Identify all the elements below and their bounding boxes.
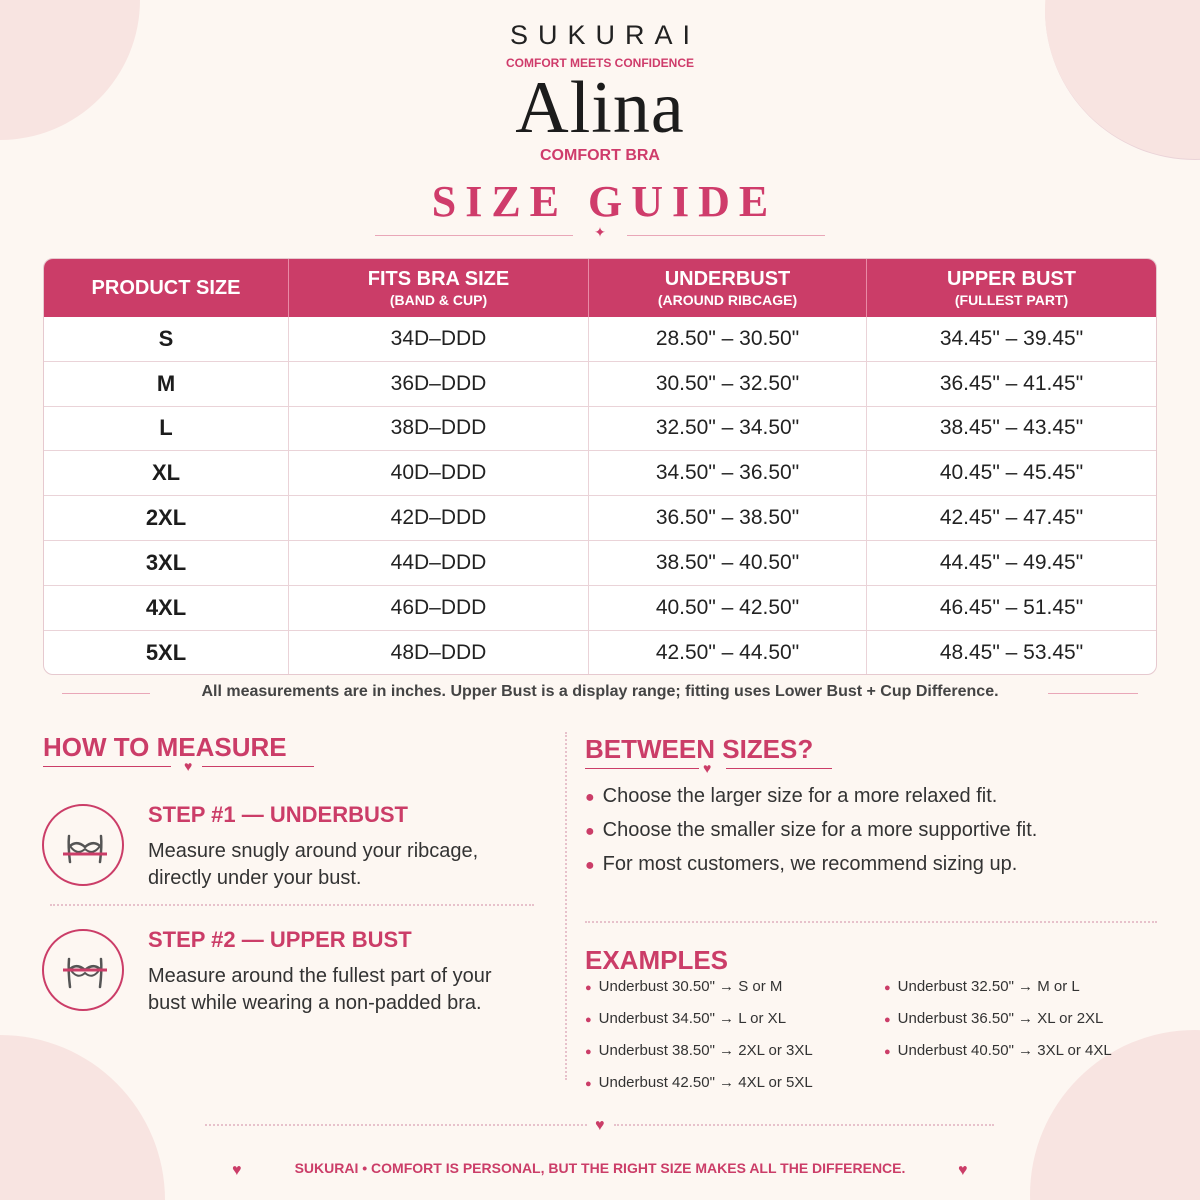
column-header [44, 259, 289, 317]
how-to-measure-title: HOW TO MEASURE [43, 732, 287, 762]
table-cell-upper: 34.45" – 39.45" [939, 326, 1084, 350]
column-header-label: FITS BRA SIZE [367, 268, 510, 290]
example-text: Underbust 38.50" → 2XL or 3XL [598, 1042, 813, 1059]
bullet-icon: ● [585, 1046, 592, 1058]
table-cell-bra: 38D–DDD [289, 407, 589, 451]
column-header-sublabel: (FULLEST PART) [954, 292, 1069, 308]
column-header-label: UNDERBUST [664, 268, 791, 290]
example-text: Underbust 34.50" → L or XL [598, 1010, 787, 1027]
example-item [585, 978, 782, 995]
table-cell-underbust: 38.50" – 40.50" [589, 541, 867, 585]
step-text-line: Measure around the fullest part of your [148, 965, 492, 987]
table-cell-underbust: 36.50" – 38.50" [589, 496, 867, 540]
step-text-line: bust while wearing a non-padded bra. [148, 992, 482, 1014]
list-item [585, 819, 1037, 842]
column-header [867, 259, 1156, 317]
table-cell-underbust: 42.50" – 44.50" [589, 631, 867, 675]
between-sizes-title: BETWEEN SIZES? [585, 734, 814, 764]
list-item [585, 853, 1017, 876]
table-cell-underbust: 30.50" – 32.50" [589, 362, 867, 406]
step-1-title: STEP #1 — UNDERBUST [148, 802, 408, 827]
step-1-description [148, 838, 528, 892]
table-cell-size: L [44, 407, 289, 451]
bullet-icon: ● [884, 982, 891, 994]
example-item [884, 1042, 1112, 1059]
table-cell-bra: 46D–DDD [289, 586, 589, 630]
table-body [44, 317, 1156, 675]
example-item [585, 1010, 786, 1027]
table-header [44, 259, 1156, 317]
bullet-icon: ● [585, 1078, 592, 1090]
bullet-icon: ● [585, 982, 592, 994]
section-underline [585, 768, 699, 769]
note-divider-right [1048, 693, 1138, 694]
bullet-icon: ● [585, 789, 595, 806]
brand-tagline: COMFORT MEETS CONFIDENCE [506, 56, 694, 70]
table-cell-bra: 44D–DDD [289, 541, 589, 585]
table-cell-bra: 48D–DDD [289, 631, 589, 675]
table-cell-size: M [44, 362, 289, 406]
table-row [44, 407, 1156, 452]
heart-icon: ♥ [595, 1117, 605, 1134]
size-table [43, 258, 1157, 675]
column-header-sublabel: (AROUND RIBCAGE) [657, 292, 798, 308]
brand-name: SUKURAI [509, 20, 701, 50]
table-cell-size: 3XL [44, 541, 289, 585]
step-text-line: directly under your bust. [148, 867, 362, 889]
example-text: Underbust 36.50" → XL or 2XL [897, 1010, 1104, 1027]
list-item-text: Choose the larger size for a more relaxed fit. [602, 785, 998, 807]
bullet-icon: ● [585, 1014, 592, 1026]
table-row [44, 317, 1156, 362]
section-divider [565, 732, 567, 1080]
list-item-text: Choose the smaller size for a more supportive fit. [602, 819, 1038, 841]
section-underline [726, 768, 832, 769]
examples-title: EXAMPLES [585, 945, 729, 975]
sparkle-icon: ✦ [594, 224, 606, 240]
upper-bust-icon [42, 929, 124, 1011]
column-header-label: UPPER BUST [947, 268, 1076, 290]
heart-icon: ♥ [232, 1162, 242, 1179]
column-header [289, 259, 589, 317]
example-text: Underbust 32.50" → M or L [897, 978, 1080, 995]
column-header [589, 259, 867, 317]
section-underline [43, 766, 171, 767]
table-cell-size: 2XL [44, 496, 289, 540]
table-cell-upper: 48.45" – 53.45" [939, 640, 1084, 664]
page-title: SIZE GUIDE [431, 177, 778, 226]
table-cell-bra: 42D–DDD [289, 496, 589, 540]
measurement-note: All measurements are in inches. Upper Bust is a display range; fitting uses Lower Bust + Cup Difference. [201, 683, 999, 700]
table-cell-upper: 42.45" – 47.45" [939, 506, 1084, 530]
table-cell-underbust: 28.50" – 30.50" [589, 317, 867, 361]
title-divider-left [375, 235, 573, 236]
table-cell-size: S [44, 317, 289, 361]
table-cell-bra: 36D–DDD [289, 362, 589, 406]
heart-icon: ♥ [703, 760, 712, 776]
table-row [44, 541, 1156, 586]
table-cell-size: 4XL [44, 586, 289, 630]
column-header-sublabel: (BAND & CUP) [389, 292, 488, 308]
example-item [884, 978, 1080, 995]
table-row [44, 362, 1156, 407]
bullet-icon: ● [884, 1046, 891, 1058]
table-row [44, 451, 1156, 496]
list-item-text: For most customers, we recommend sizing up. [602, 853, 1018, 875]
section-underline [202, 766, 314, 767]
example-item [585, 1042, 813, 1059]
underbust-icon [42, 804, 124, 886]
step-2-title: STEP #2 — UPPER BUST [148, 927, 412, 952]
table-cell-upper: 40.45" – 45.45" [939, 461, 1084, 485]
example-text: Underbust 30.50" → S or M [598, 978, 783, 995]
table-row [44, 496, 1156, 541]
footer-slogan: SUKURAI • COMFORT IS PERSONAL, BUT THE RIGHT SIZE MAKES ALL THE DIFFERENCE. [294, 1160, 906, 1176]
bullet-icon: ● [585, 857, 595, 874]
footer-divider-left [205, 1124, 587, 1126]
example-item [884, 1010, 1103, 1027]
example-text: Underbust 40.50" → 3XL or 4XL [897, 1042, 1112, 1059]
heart-icon: ♥ [184, 758, 193, 774]
examples-divider [585, 921, 1157, 923]
step-divider [50, 904, 534, 906]
table-row [44, 586, 1156, 631]
table-cell-bra: 40D–DDD [289, 451, 589, 495]
title-divider-right [627, 235, 825, 236]
footer-divider-right [614, 1124, 994, 1126]
table-cell-size: 5XL [44, 631, 289, 675]
table-cell-size: XL [44, 451, 289, 495]
table-cell-underbust: 32.50" – 34.50" [589, 407, 867, 451]
list-item [585, 785, 997, 808]
step-text-line: Measure snugly around your ribcage, [148, 840, 479, 862]
table-cell-upper: 46.45" – 51.45" [939, 595, 1084, 619]
table-cell-underbust: 40.50" – 42.50" [589, 586, 867, 630]
table-cell-underbust: 34.50" – 36.50" [589, 451, 867, 495]
column-header-label: PRODUCT SIZE [91, 276, 241, 299]
table-cell-upper: 44.45" – 49.45" [939, 550, 1084, 574]
bullet-icon: ● [884, 1014, 891, 1026]
example-item [585, 1074, 813, 1091]
example-text: Underbust 42.50" → 4XL or 5XL [598, 1074, 813, 1091]
table-cell-upper: 36.45" – 41.45" [939, 371, 1084, 395]
table-cell-upper: 38.45" – 43.45" [939, 416, 1084, 440]
step-2-description [148, 963, 528, 1017]
table-cell-bra: 34D–DDD [289, 317, 589, 361]
product-type: COMFORT BRA [540, 147, 660, 164]
bullet-icon: ● [585, 823, 595, 840]
product-name: Alina [515, 67, 685, 149]
heart-icon: ♥ [958, 1162, 968, 1179]
table-row [44, 631, 1156, 675]
